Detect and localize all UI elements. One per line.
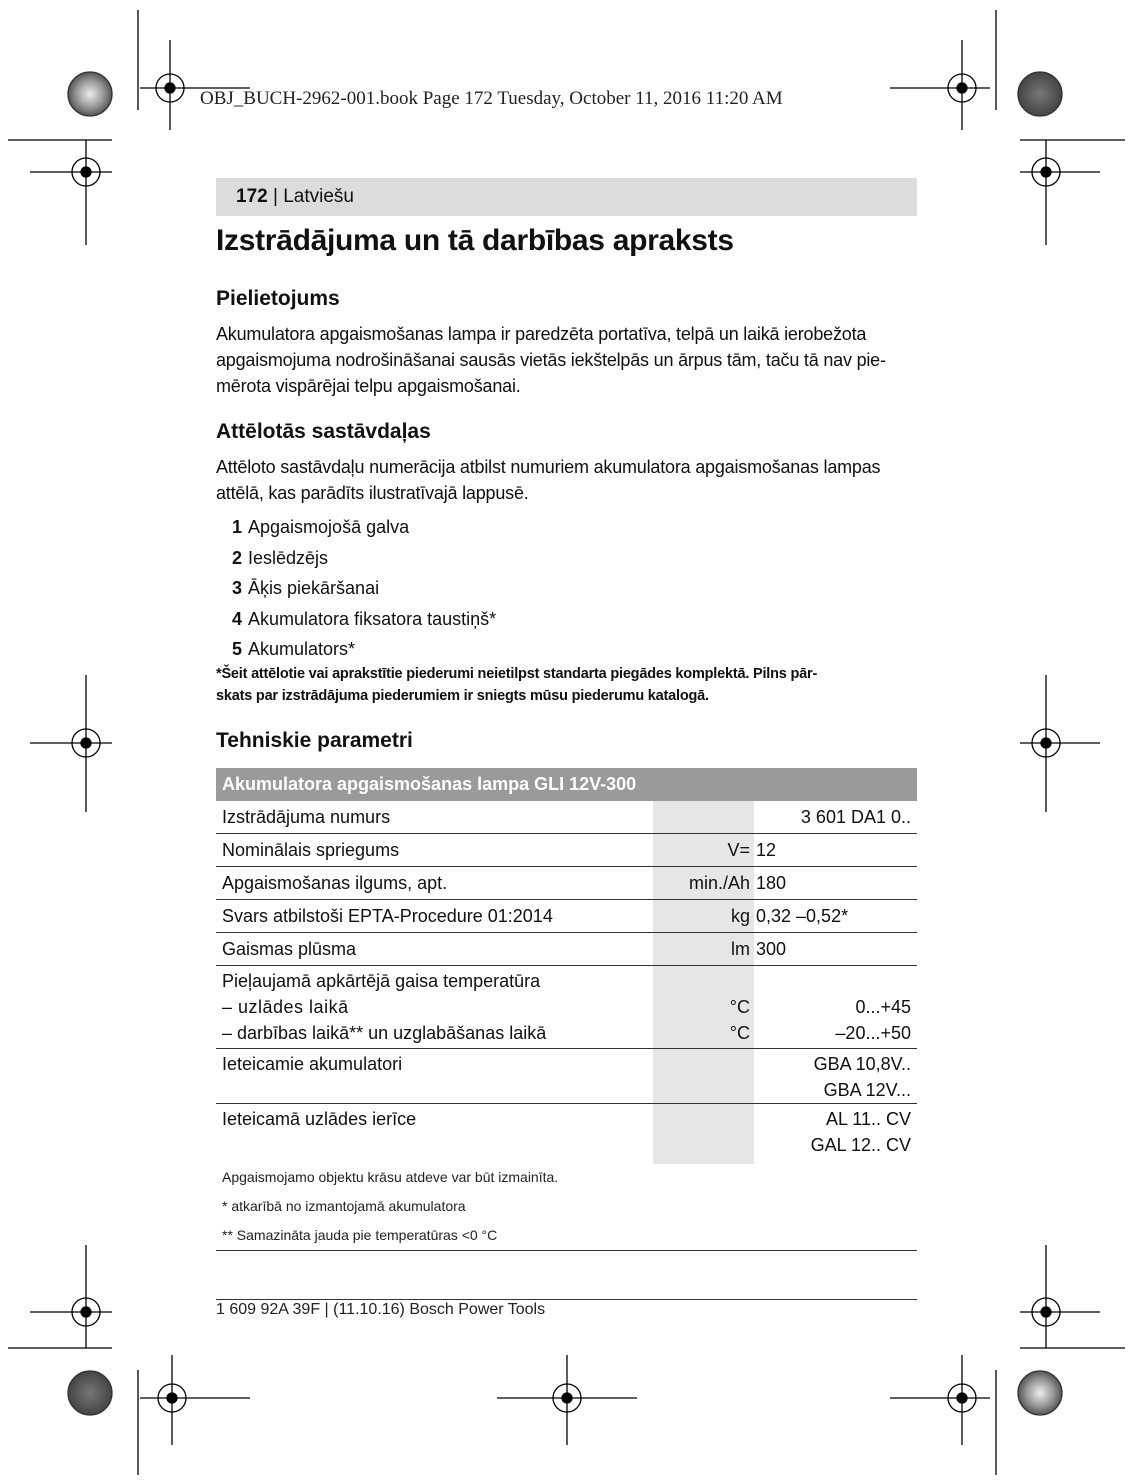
item-label: Apgaismojošā galva — [248, 517, 410, 537]
row-value: 12 — [754, 834, 917, 867]
charging-value: 0...+45 — [855, 997, 911, 1017]
text-line: attēlā, kas parādīts ilustratīvajā lappusē. — [216, 483, 529, 503]
list-item — [232, 512, 496, 543]
components-paragraph — [216, 454, 921, 506]
row-unit — [653, 801, 754, 834]
text-line: Akumulatora apgaismošanas lampa ir paredzēta portatīva, telpā un laikā ierobežota — [216, 324, 867, 344]
row-value: 3 601 DA1 0.. — [754, 801, 917, 834]
row-unit — [653, 1049, 754, 1104]
item-label: Akumulators* — [248, 639, 356, 659]
list-item — [232, 543, 496, 574]
row-unit: kg — [653, 900, 754, 933]
list-item — [232, 573, 496, 604]
table-row — [216, 1049, 917, 1104]
table-row — [216, 1104, 917, 1165]
color-target-icon — [68, 1371, 112, 1415]
row-value: 180 — [754, 867, 917, 900]
text-line: *Šeit attēlotie vai aprakstītie piederumi neietilpst standarta piegādes komplektā. Pilns pār- — [216, 666, 818, 682]
specs-table — [216, 768, 917, 1164]
table-row — [216, 966, 917, 1049]
section-heading-usage: Pielietojums — [216, 287, 340, 310]
row-unit: V= — [653, 834, 754, 867]
color-target-icon — [1018, 72, 1062, 116]
item-number: 4 — [232, 608, 243, 629]
row-label: Ieteicamie akumulatori — [216, 1049, 653, 1104]
color-target-icon — [68, 72, 112, 116]
page-header-bar — [216, 178, 917, 216]
row-label — [216, 966, 653, 1049]
battery-value: GBA 10,8V.. — [813, 1054, 911, 1074]
table-row — [216, 801, 917, 834]
table-row — [216, 867, 917, 900]
item-number: 3 — [232, 578, 243, 598]
row-label: Apgaismošanas ilgums, apt. — [216, 867, 653, 900]
accessories-note — [216, 663, 921, 707]
row-unit: lm — [653, 933, 754, 966]
list-item — [232, 634, 496, 665]
table-header: Akumulatora apgaismošanas lampa GLI 12V-300 — [216, 768, 917, 801]
item-label: Akumulatora fiksatora taustiņš* — [248, 608, 497, 629]
operation-label: – darbības laikā** un uzglabāšanas laikā — [222, 1023, 547, 1043]
table-row — [216, 834, 917, 867]
component-list — [232, 512, 496, 665]
color-target-icon — [1018, 1371, 1062, 1415]
print-header: OBJ_BUCH-2962-001.book Page 172 Tuesday, October 11, 2016 11:20 AM — [200, 88, 783, 109]
row-label: Izstrādājuma numurs — [216, 801, 653, 834]
charging-label: – uzlādes laikā — [222, 997, 349, 1017]
charging-unit: °C — [729, 997, 750, 1017]
row-label: Ieteicamā uzlādes ierīce — [222, 1109, 417, 1129]
item-number: 5 — [232, 639, 243, 659]
row-unit: min./Ah — [653, 867, 754, 900]
table-footnotes — [222, 1163, 558, 1250]
row-label: Svars atbilstoši EPTA-Procedure 01:2014 — [216, 900, 653, 933]
text-line: skats par izstrādājuma piederumiem ir sniegts mūsu piederumu katalogā. — [216, 688, 709, 704]
footnote: * atkarībā no izmantojamā akumulatora — [222, 1198, 466, 1214]
text-line: Attēloto sastāvdaļu numerācija atbilst numuriem akumulatora apgaismošanas lampas — [216, 457, 881, 477]
page-language: Latviešu — [283, 186, 354, 207]
divider — [216, 1299, 917, 1300]
charger-value: GAL 12.. CV — [810, 1135, 911, 1155]
footnote: ** Samazināta jauda pie temperatūras <0 °C — [222, 1227, 498, 1243]
row-label: Nominālais spriegums — [216, 834, 653, 867]
row-value: 0,32 –0,52* — [754, 900, 917, 933]
operation-unit: °C — [729, 1023, 750, 1043]
battery-value: GBA 12V... — [823, 1080, 911, 1100]
table-row — [216, 933, 917, 966]
operation-value: –20...+50 — [835, 1023, 911, 1043]
section-heading-specs: Tehniskie parametri — [216, 729, 413, 752]
page-bar-separator: | — [267, 186, 284, 207]
row-value: 300 — [754, 933, 917, 966]
row-value — [754, 1049, 917, 1104]
item-label: Ieslēdzējs — [248, 547, 329, 568]
page-number: 172 — [236, 186, 268, 207]
page-footer: 1 609 92A 39F | (11.10.16) Bosch Power Tools — [216, 1301, 546, 1318]
temperature-label: Pieļaujamā apkārtējā gaisa temperatūra — [222, 971, 541, 991]
table-row — [216, 900, 917, 933]
footnote: Apgaismojamo objektu krāsu atdeve var būt izmainīta. — [222, 1169, 559, 1185]
row-unit — [653, 1104, 754, 1165]
item-number: 2 — [232, 547, 243, 568]
text-line: apgaismojuma nodrošināšanai sausās vietās iekštelpās un ārpus tām, taču tā nav pie- — [216, 350, 886, 370]
page-title: Izstrādājuma un tā darbības apraksts — [216, 224, 734, 257]
usage-paragraph — [216, 321, 921, 399]
item-number: 1 — [232, 517, 243, 537]
text-line: mērota vispārējai telpu apgaismošanai. — [216, 376, 521, 396]
row-label: Gaismas plūsma — [216, 933, 653, 966]
list-item — [232, 604, 496, 635]
row-value — [754, 966, 917, 1049]
divider — [216, 1250, 917, 1251]
row-value — [754, 1104, 917, 1165]
section-heading-components: Attēlotās sastāvdaļas — [216, 420, 431, 443]
charger-value: AL 11.. CV — [825, 1109, 911, 1129]
item-label: Āķis piekāršanai — [248, 578, 380, 598]
row-unit — [653, 966, 754, 1049]
